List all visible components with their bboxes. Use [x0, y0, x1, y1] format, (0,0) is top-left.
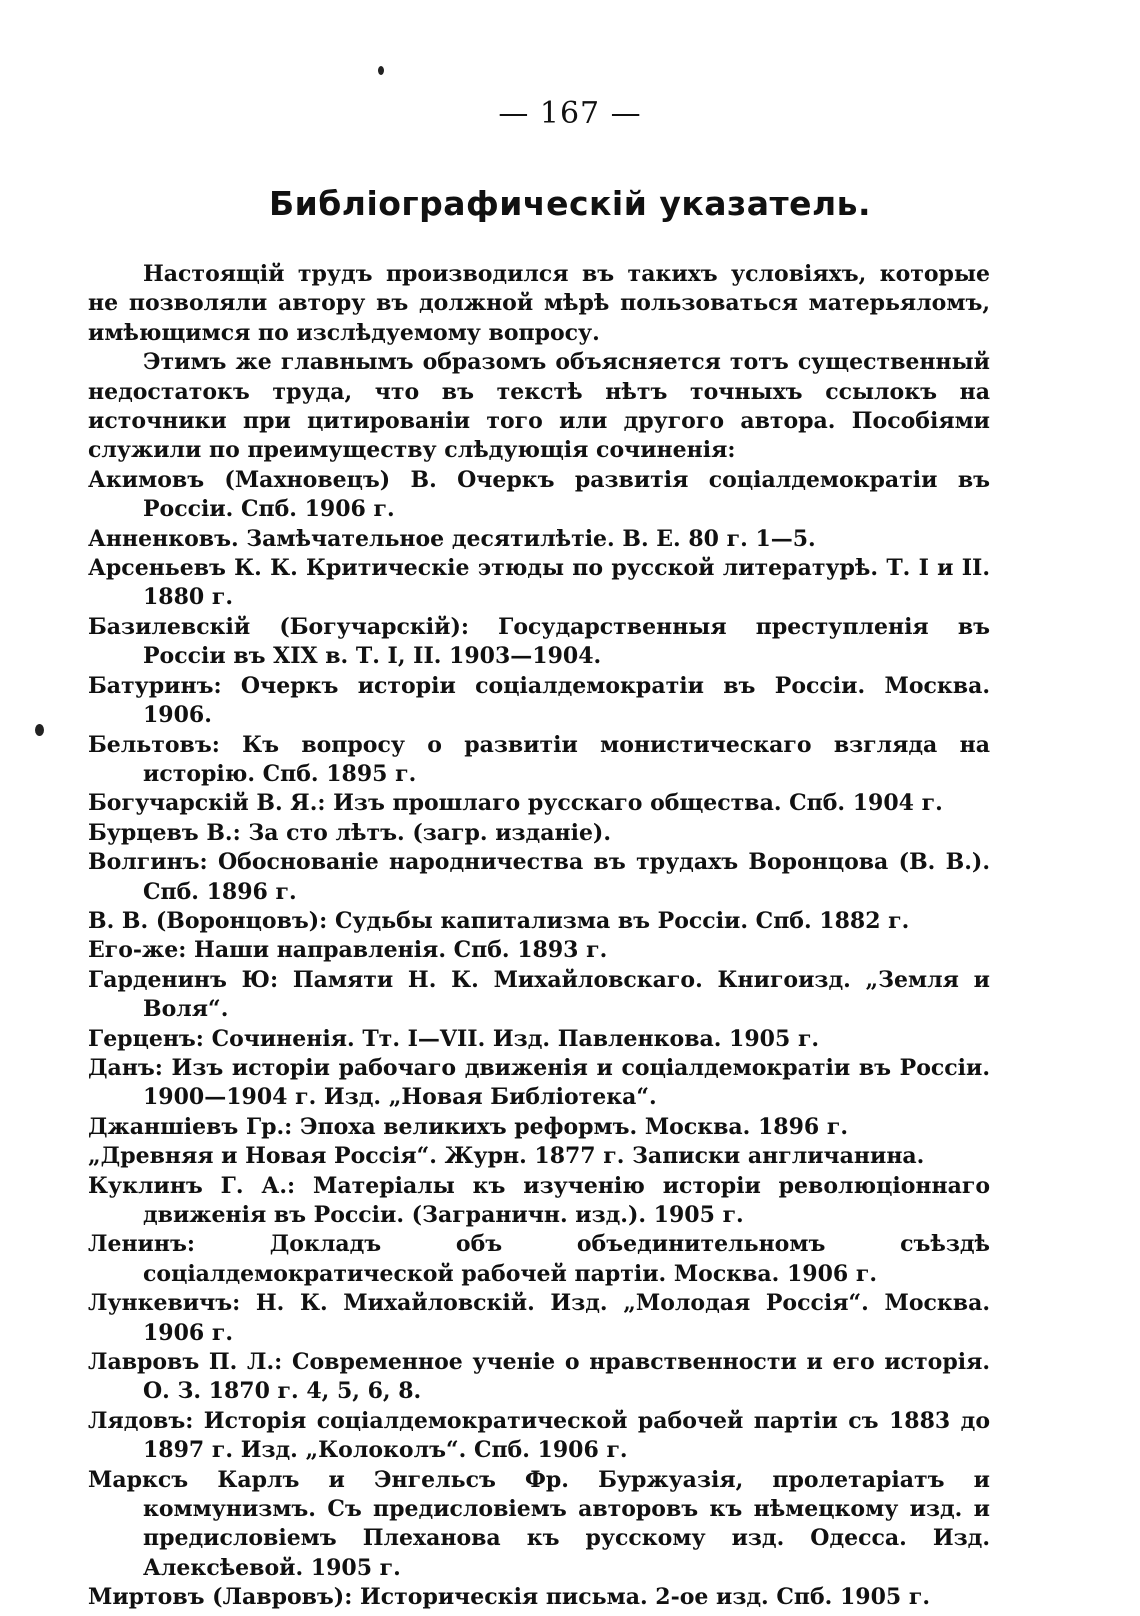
- bibliography-entry: Арсеньевъ К. К. Критическіе этюды по русской литературѣ. Т. I и II. 1880 г.: [88, 555, 990, 611]
- intro-paragraph: Настоящій трудъ производился въ такихъ условіяхъ, которые не позволяли автору въ должной мѣрѣ пользоваться матерьяломъ, имѣющимся по изслѣдуемому вопросу.: [88, 261, 990, 346]
- bibliography-entry: В. В. (Воронцовъ): Судьбы капитализма въ Россіи. Спб. 1882 г.: [88, 907, 910, 934]
- intro-paragraph: Этимъ же главнымъ образомъ объясняется тотъ существенный недостатокъ труда, что въ текстѣ нѣтъ точныхъ ссылокъ на источники при цитированіи того или другого автора. Пособіями служили по преимуществу слѣдующія сочиненія:: [88, 349, 990, 464]
- bibliography-entry: Ленинъ: Докладъ объ объединительномъ съѣздѣ соціалдемократической рабочей партіи. Москва. 1906 г.: [88, 1231, 990, 1287]
- bibliography-entry: Джаншіевъ Гр.: Эпоха великихъ реформъ. Москва. 1896 г.: [88, 1113, 849, 1140]
- bibliography-entry: Бельтовъ: Къ вопросу о развитіи монистическаго взгляда на исторію. Спб. 1895 г.: [88, 731, 990, 787]
- bibliography-entry: Волгинъ: Обоснованіе народничества въ трудахъ Воронцова (В. В.). Спб. 1896 г.: [88, 849, 990, 905]
- bibliography-entry: Базилевскій (Богучарскій): Государственныя преступленія въ Россіи въ XIX в. Т. I, II. 1903—1904.: [88, 613, 990, 670]
- bibliography-body: [88, 260, 990, 1613]
- ink-speck: [35, 724, 44, 736]
- bibliography-entry: Герценъ: Сочиненія. Тт. I—VII. Изд. Павленкова. 1905 г.: [88, 1025, 820, 1052]
- bibliography-entry: Куклинъ Г. А.: Матеріалы къ изученію исторіи революціоннаго движенія въ Россіи. (Заграничн. изд.). 1905 г.: [88, 1172, 990, 1228]
- bibliography-entry: Богучарскій В. Я.: Изъ прошлаго русскаго общества. Спб. 1904 г.: [88, 790, 943, 817]
- bibliography-entry: Лункевичъ: Н. К. Михайловскій. Изд. „Молодая Россія“. Москва. 1906 г.: [88, 1290, 990, 1346]
- bibliography-entry: Его-же: Наши направленія. Спб. 1893 г.: [88, 937, 608, 964]
- bibliography-entry: Анненковъ. Замѣчательное десятилѣтіе. В. Е. 80 г. 1—5.: [88, 525, 816, 552]
- page-title: Библіографическій указатель.: [268, 184, 872, 223]
- bibliography-entry: Батуринъ: Очеркъ исторіи соціалдемократіи въ Россіи. Москва. 1906.: [88, 672, 990, 729]
- page-number: — 167 —: [498, 96, 642, 131]
- bibliography-entry: Гарденинъ Ю: Памяти Н. К. Михайловскаго. Книгоизд. „Земля и Воля“.: [88, 966, 990, 1023]
- bibliography-entry: Лавровъ П. Л.: Современное ученіе о нравственности и его исторія. О. З. 1870 г. 4, 5, 6, 8.: [88, 1349, 990, 1405]
- bibliography-entry: Лядовъ: Исторія соціалдемократической рабочей партіи съ 1883 до 1897 г. Изд. „Колоколъ“. Спб. 1906 г.: [88, 1407, 990, 1464]
- bibliography-entry: Данъ: Изъ исторіи рабочаго движенія и соціалдемократіи въ Россіи. 1900—1904 г. Изд. „Новая Библіотека“.: [88, 1054, 990, 1111]
- bibliography-entry: Миртовъ (Лавровъ): Историческія письма. 2-ое изд. Спб. 1905 г.: [88, 1584, 931, 1611]
- bibliography-entry: Марксъ Карлъ и Энгельсъ Фр. Буржуазія, пролетаріатъ и коммунизмъ. Съ предисловіемъ авторовъ къ нѣмецкому изд. и предисловіемъ Плеханова къ русскому изд. Одесса. Изд. Алексѣевой. 1905 г.: [88, 1466, 990, 1581]
- bibliography-entry: Акимовъ (Махновецъ) В. Очеркъ развитія соціалдемократіи въ Россіи. Спб. 1906 г.: [88, 466, 990, 523]
- ink-speck: [378, 66, 384, 75]
- bibliography-entry: „Древняя и Новая Россія“. Журн. 1877 г. Записки англичанина.: [88, 1143, 925, 1170]
- bibliography-entry: Бурцевъ В.: За сто лѣтъ. (загр. изданіе).: [88, 819, 612, 846]
